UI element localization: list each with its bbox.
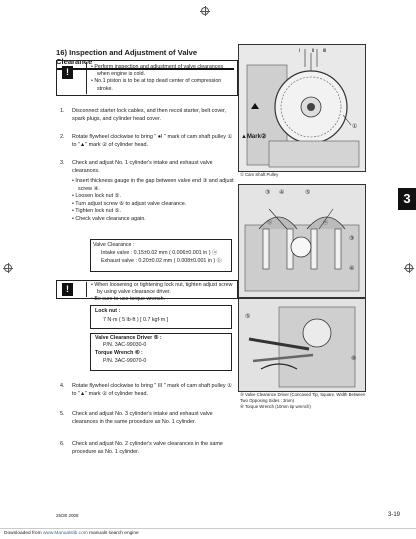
tools-illustration — [239, 299, 365, 391]
callout-label: ① — [352, 124, 358, 130]
caution-icon: ! — [58, 282, 87, 297]
step-number: 5. — [60, 411, 65, 417]
warning-note: • No.1 piston is to be at top dead center of compression stroke. — [91, 78, 222, 92]
step-number: 4. — [60, 383, 65, 389]
step-text: Check and adjust No. 2 cylinder's valve clearances in the same procedure as No. 1 cylinder. — [72, 441, 223, 455]
footer-doc-code: 25/30 2008 — [56, 513, 79, 518]
mark-label: ⓑ — [267, 220, 273, 226]
step-number: 3. — [60, 160, 65, 166]
step-number: 2. — [60, 134, 65, 140]
exhaust-spec: Exhaust valve : 0.20±0.02 mm ( 0.008±0.001 in ) ⓑ — [101, 258, 222, 264]
figure-caption: ⑥ Torque Wrench (10mm tip wrench) — [240, 404, 311, 409]
step-text: Disconnect starter lock cables, and then recoil starter, belt cover, spark plugs, and cylinder head cover. — [72, 108, 227, 122]
section-title-text: Inspection and Adjustment of Valve Clearance — [56, 48, 198, 66]
cam-pulley-illustration — [239, 45, 365, 171]
download-prefix: Downloaded from — [4, 531, 42, 536]
callout-label: Ⅱ — [312, 48, 315, 54]
callout-label: ③ — [349, 236, 355, 242]
step-number: 6. — [60, 441, 65, 447]
registration-mark — [404, 263, 414, 273]
callout-label: Ⅲ — [323, 48, 327, 54]
callout-label: ⑥ — [351, 356, 357, 362]
download-bar — [0, 528, 416, 538]
figure-caption: ⑤ Valve Clearance Driver (Concaved Tip, Square, Width Between Two Opposing Sides : 3mm) — [240, 392, 366, 403]
special-tools — [90, 333, 232, 371]
caution-note: • Be sure to use torque wrench. — [91, 296, 165, 303]
registration-mark — [200, 6, 210, 16]
step-text: Check and adjust No. 3 cylinder's intake and exhaust valve clearances in the same procedure as No. 1 cylinder. — [72, 411, 213, 425]
callout-label: ⑤ — [305, 190, 311, 196]
intake-spec: Intake valve : 0.15±0.02 mm ( 0.006±0.001 in ) ⓐ — [101, 250, 218, 256]
step3-bullets — [72, 178, 234, 224]
wrench-part-number: P/N. 3AC-99070-0 — [103, 358, 147, 364]
callout-label: ④ — [349, 266, 355, 272]
figure-caption: ① Cam Shaft Pulley — [240, 172, 279, 177]
lock-nut-value: 7 N·m ( 5 lb·ft ) [ 0.7 kgf·m ] — [103, 317, 169, 323]
download-suffix: manuals search engine — [87, 531, 139, 536]
callout-label: Ⅰ — [299, 48, 301, 54]
chapter-tab: 3 — [398, 188, 416, 210]
registration-mark — [3, 263, 13, 273]
spec-label: Valve Clearance : — [93, 242, 135, 248]
page-number: 3-19 — [388, 512, 401, 518]
valve-illustration — [239, 185, 365, 297]
valve-clearance-spec — [90, 239, 232, 272]
manualslib-link[interactable]: www.Manualslib.com — [42, 531, 88, 536]
section-number: 16) — [56, 48, 67, 57]
callout-label: ④ — [279, 190, 285, 196]
warning-icon: ! — [58, 62, 87, 94]
figure-tools-usage — [238, 298, 366, 392]
step-text: Rotate flywheel clockwise to bring " ●I " mark of cam shaft pulley ① to "▲" mark ② of cylinder head. — [72, 134, 233, 148]
bullet-item: • Tighten lock nut ⑤. — [72, 208, 121, 215]
caution-note-box — [56, 280, 238, 303]
figure-cam-shaft-pulley — [238, 44, 366, 172]
mark-label: ▲Mark② — [241, 134, 267, 140]
bullet-item: • Check valve clearance again. — [72, 215, 146, 222]
warning-note: • Perform inspection and adjustment of valve clearances when engine is cold. — [91, 64, 223, 78]
wrench-label: Torque Wrench ⑥ : — [95, 350, 143, 356]
warning-note-box — [56, 60, 238, 96]
figure-valve-clearance — [238, 184, 366, 298]
driver-part-number: P/N. 3AC-99030-0 — [103, 342, 147, 348]
caution-note: • When loosening or tightening lock nut, tighten adjust screw by using valve clearance driver. — [91, 282, 233, 296]
callout-label: ③ — [265, 190, 271, 196]
lock-nut-spec — [90, 305, 232, 329]
mark-label: ⓐ — [323, 220, 329, 226]
bullet-item: • Turn adjust screw ⑥ to adjust valve clearance. — [72, 200, 187, 207]
bullet-item: • Insert thickness gauge in the gap between valve end ③ and adjust screw ④. — [72, 178, 234, 192]
step-text: Rotate flywheel clockwise to bring " III " mark of cam shaft pulley ① to "▲" mark ② of cylinder head. — [72, 383, 232, 397]
step-number: 1. — [60, 108, 65, 114]
bullet-item: • Loosen lock nut ⑤. — [72, 193, 121, 200]
driver-label: Valve Clearance Driver ⑤ : — [95, 335, 162, 341]
callout-label: ⑤ — [245, 314, 251, 320]
step-text: Check and adjust No. 1 cylinder's intake and exhaust valve clearances. — [72, 160, 213, 174]
lock-nut-label: Lock nut : — [95, 308, 121, 314]
